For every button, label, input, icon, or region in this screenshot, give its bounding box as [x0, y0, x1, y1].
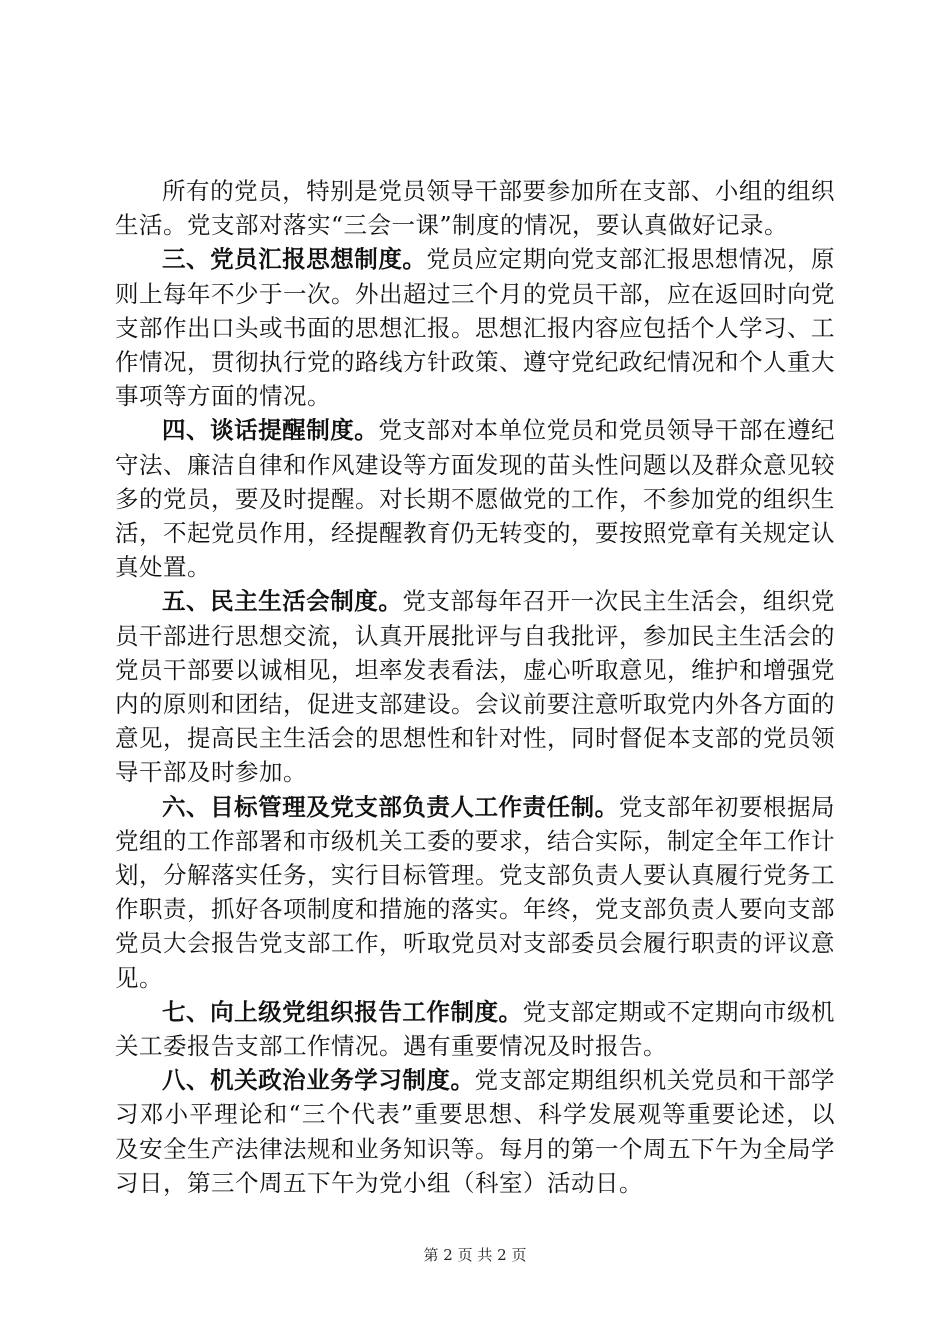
- paragraph-text: 党支部年初要根据局党组的工作部署和市级机关工委的要求，结合实际，制定全年工作计划，分解落实任务，实行目标管理。党支部负责人要认真履行党务工作职责，抓好各项制度和措施的落实。年终，党支部负责人要向支部党员大会报告党支部工作，听取党员对支部委员会履行职责的评议意见。: [115, 792, 835, 992]
- paragraph-text: 党支部对本单位党员和党员领导干部在遵纪守法、廉洁自律和作风建设等方面发现的苗头性问题以及群众意见较多的党员，要及时提醒。对长期不愿做党的工作，不参加党的组织生活，不起党员作用，经提醒教育仍无转变的，要按照党章有关规定认真处置。: [115, 416, 836, 582]
- paragraph-study-system: [115, 1063, 835, 1200]
- paragraph-democratic-meeting: [115, 584, 835, 789]
- document-body: [115, 174, 835, 1200]
- paragraph-text: 党支部每年召开一次民主生活会，组织党员干部进行思想交流，认真开展批评与自我批评，参加民主生活会的党员干部要以诚相见，坦率发表看法，虚心听取意见，维护和增强党内的原则和团结，促进支部建设。会议前要注意听取党内外各方面的意见，提高民主生活会的思想性和针对性，同时督促本支部的党员领导干部及时参加。: [115, 587, 836, 787]
- paragraph-target-management: [115, 790, 835, 995]
- paragraph-attendance: [115, 174, 835, 242]
- paragraph-heading: 五、民主生活会制度。: [162, 587, 403, 616]
- paragraph-text: 党员应定期向党支部汇报思想情况，原则上每年不少于一次。外出超过三个月的党员干部，应在返回时向党支部作出口头或书面的思想汇报。思想汇报内容应包括个人学习、工作情况，贯彻执行党的路线方针政策、遵守党纪政纪情况和个人重大事项等方面的情况。: [115, 245, 836, 411]
- paragraph-reminder-talk: [115, 413, 835, 584]
- paragraph-text: 党支部定期组织机关党员和干部学习邓小平理论和“三个代表”重要思想、科学发展观等重要论述，以及安全生产法律法规和业务知识等。每月的第一个周五下午为全局学习日，第三个周五下午为党小组（科室）活动日。: [115, 1066, 836, 1197]
- paragraph-heading: 六、目标管理及党支部负责人工作责任制。: [162, 792, 619, 821]
- page-number-footer: 第 2 页 共 2 页: [423, 1246, 527, 1264]
- paragraph-heading: 四、谈话提醒制度。: [162, 416, 379, 445]
- paragraph-heading: 八、机关政治业务学习制度。: [162, 1066, 475, 1095]
- paragraph-text: 所有的党员，特别是党员领导干部要参加所在支部、小组的组织生活。党支部对落实“三会一课”制度的情况，要认真做好记录。: [115, 177, 835, 240]
- paragraph-thought-report: [115, 242, 835, 413]
- paragraph-report-upward: [115, 995, 835, 1063]
- paragraph-heading: 三、党员汇报思想制度。: [162, 245, 427, 274]
- paragraph-heading: 七、向上级党组织报告工作制度。: [162, 997, 523, 1026]
- paragraph-text: 党支部定期或不定期向市级机关工委报告支部工作情况。遇有重要情况及时报告。: [115, 997, 836, 1061]
